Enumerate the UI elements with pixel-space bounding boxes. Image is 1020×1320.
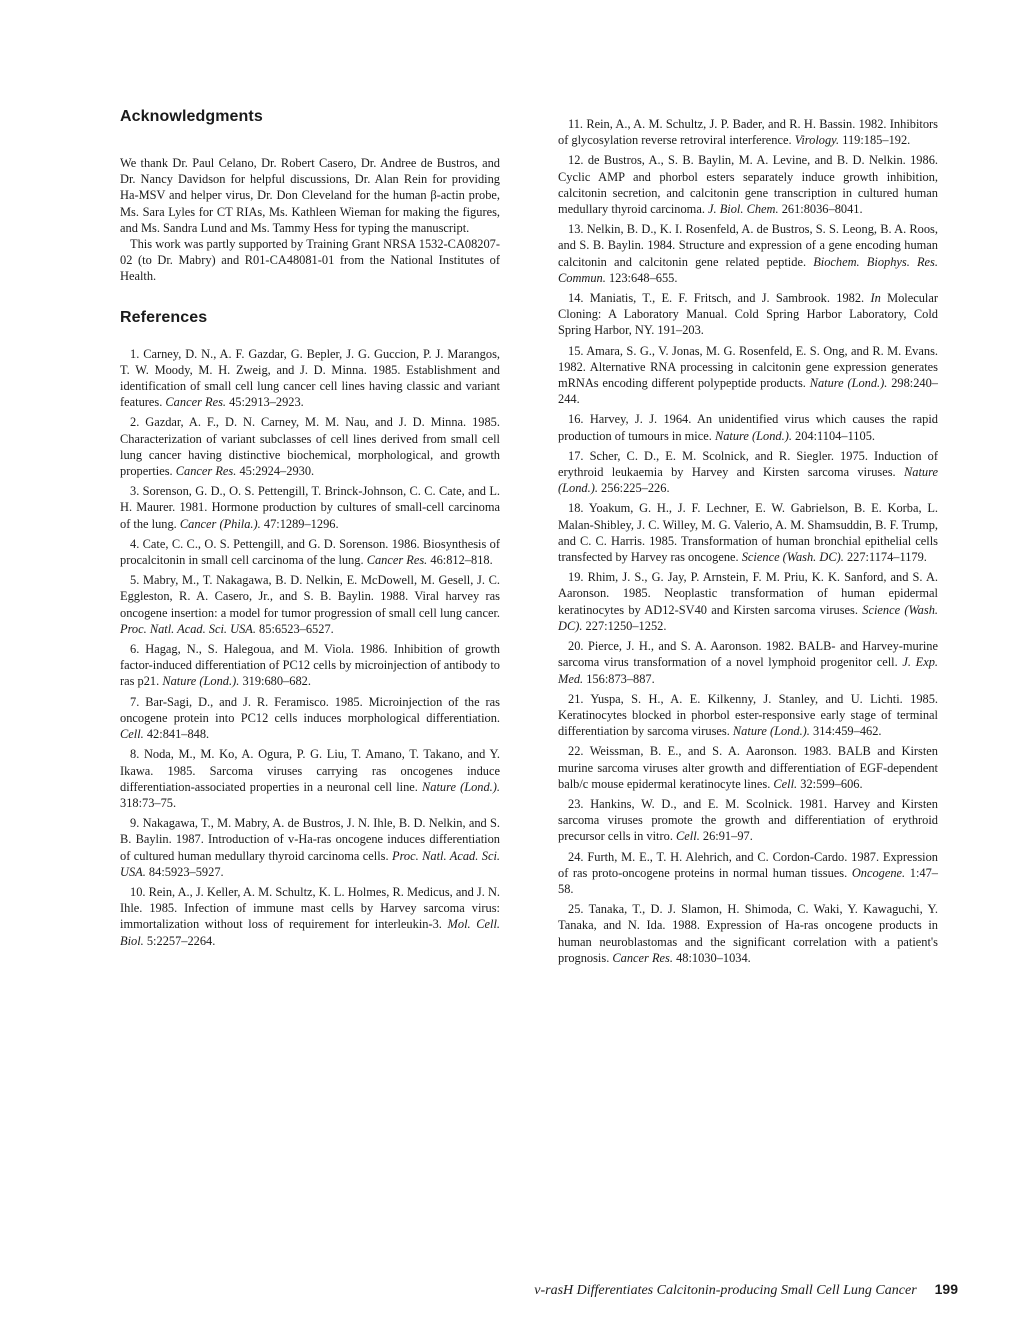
running-title: v-rasH Differentiates Calcitonin-producing Small Cell Lung Cancer	[534, 1283, 917, 1298]
reference-citation: 48:1030–1034.	[676, 950, 751, 965]
reference-item	[558, 152, 938, 217]
reference-journal: Proc. Natl. Acad. Sci. USA.	[120, 621, 256, 636]
acknowledgments-heading: Acknowledgments	[120, 108, 263, 125]
page-number: 199	[934, 1281, 958, 1297]
reference-citation: 1:47–58.	[558, 865, 938, 896]
reference-number: 12.	[568, 153, 584, 168]
reference-citation: 85:6523–6527.	[259, 621, 334, 636]
reference-number: 4.	[130, 536, 140, 551]
reference-citation: 47:1289–1296.	[263, 516, 339, 531]
reference-number: 6.	[130, 642, 140, 657]
reference-journal: Nature (Lond.).	[162, 674, 240, 689]
reference-journal: Biochem. Biophys. Res. Commun.	[558, 254, 938, 285]
reference-number: 1.	[130, 346, 140, 361]
reference-citation: 227:1250–1252.	[585, 618, 667, 633]
reference-text: Yuspa, S. H., A. E. Kilkenny, J. Stanley, and U. Lichti. 1985. Keratinocytes blocked in phorbol ester-responsive early stage of terminal differentiation by sarcoma viruses.	[558, 691, 939, 739]
reference-text: Bar-Sagi, D., and J. R. Feramisco. 1985. Microinjection of the ras oncogene protein into PC12 cells induces morphological differentiation.	[120, 694, 500, 725]
reference-item	[120, 746, 500, 811]
reference-item	[558, 691, 938, 740]
reference-item	[558, 411, 938, 443]
reference-item	[120, 483, 500, 532]
reference-text: Nelkin, B. D., K. I. Rosenfeld, A. de Bustros, S. S. Leong, B. A. Roos, and S. B. Baylin. 1984. Structure and expression of a gene encoding human calcitonin and calcitonin gene related peptide.	[558, 222, 938, 269]
reference-citation: Molecular Cloning: A Laboratory Manual. Cold Spring Harbor Laboratory, Cold Spring Harbor, NY. 191–203.	[558, 291, 938, 338]
reference-item	[120, 694, 500, 743]
reference-text: Harvey, J. J. 1964. An unidentified virus which causes the rapid production of tumours in mice.	[558, 412, 938, 443]
reference-journal: Proc. Natl. Acad. Sci. USA.	[120, 848, 500, 879]
reference-journal: Nature (Lond.).	[714, 428, 792, 443]
reference-citation: 156:873–887.	[586, 671, 655, 686]
reference-citation: 256:225–226.	[601, 481, 670, 496]
reference-text: Sorenson, G. D., O. S. Pettengill, T. Brinck-Johnson, C. C. Cate, and L. H. Maurer. 1981. Hormone production by cultures of small-cell carcinoma of the lung.	[120, 484, 500, 531]
reference-journal: Cell.	[773, 776, 798, 791]
reference-number: 10.	[130, 884, 146, 899]
reference-item	[558, 448, 938, 497]
reference-citation: 32:599–606.	[800, 776, 863, 791]
reference-text: Carney, D. N., A. F. Gazdar, G. Bepler, J. G. Guccion, P. J. Marangos, T. W. Moody, M. H. Zweig, and J. D. Minna. 1985. Establishment and identification of small cell lung cancer cell lines having classic and variant features.	[120, 346, 500, 410]
reference-number: 2.	[130, 415, 140, 430]
reference-item	[558, 638, 938, 687]
reference-number: 17.	[568, 448, 584, 463]
reference-list-right	[558, 116, 938, 966]
reference-journal: Nature (Lond.).	[422, 779, 501, 794]
reference-text: Mabry, M., T. Nakagawa, B. D. Nelkin, E. McDowell, M. Gesell, J. C. Eggleston, R. A. Casero, Jr., and S. B. Baylin. 1988. Viral harvey ras oncogene insertion: a model for tumor progression of small cell lung cancer.	[120, 573, 500, 620]
reference-text: Pierce, J. H., and S. A. Aaronson. 1982. BALB- and Harvey-murine sarcoma virus transformation of a novel lymphoid progenitor cell.	[558, 639, 938, 670]
reference-journal: In	[870, 291, 881, 306]
reference-text: Noda, M., M. Ko, A. Ogura, P. G. Liu, T. Amano, T. Takano, and Y. Ikawa. 1985. Sarcoma viruses carrying ras oncogenes induce differentiation-associated properties in a neuronal cell line.	[120, 747, 500, 794]
reference-journal: Nature (Lond.).	[558, 465, 938, 496]
reference-list-left	[120, 346, 500, 949]
reference-number: 19.	[568, 570, 584, 585]
reference-citation: 261:8036–8041.	[781, 202, 863, 217]
reference-number: 15.	[568, 343, 584, 358]
reference-text: Tanaka, T., D. J. Slamon, H. Shimoda, C. Waki, Y. Kawaguchi, Y. Tanaka, and N. Ida. 1988. Expression of Ha-ras oncogene products in human neuroblastomas and the significant correlation with a patient's prognosis.	[558, 902, 938, 965]
reference-number: 16.	[568, 412, 584, 427]
reference-item	[558, 221, 938, 286]
reference-item	[120, 536, 500, 568]
reference-citation: 5:2257–2264.	[146, 933, 216, 948]
reference-text: Gazdar, A. F., D. N. Carney, M. M. Nau, and J. D. Minna. 1985. Characterization of variant subclasses of cell lines derived from small cell lung cancer having distinctive biochemical, morphological, and growth properties.	[120, 415, 500, 479]
funding-paragraph: This work was partly supported by Training Grant NRSA 1532-CA08207-02 (to Dr. Mabry) and R01-CA48081-01 from the National Institutes of Health.	[120, 237, 500, 284]
reference-number: 23.	[568, 796, 584, 811]
reference-journal: J. Exp. Med.	[558, 655, 939, 686]
reference-text: Hankins, W. D., and E. M. Scolnick. 1981. Harvey and Kirsten sarcoma viruses promote the growth and differentiation of erythroid precursor cells in vitro.	[558, 796, 938, 844]
reference-text: Nakagawa, T., M. Mabry, A. de Bustros, J. N. Ihle, B. D. Nelkin, and S. B. Baylin. 1987. Introduction of v-Ha-ras oncogene induces differentiation of cultured human medullary thyroid carcinoma cells.	[120, 816, 500, 863]
reference-number: 20.	[568, 639, 584, 654]
reference-item	[558, 116, 938, 148]
reference-citation: 84:5923–5927.	[148, 864, 224, 879]
reference-citation: 318:73–75.	[120, 795, 177, 810]
reference-number: 18.	[568, 501, 584, 516]
reference-text: Maniatis, T., E. F. Fritsch, and J. Sambrook. 1982.	[589, 291, 865, 306]
reference-item	[120, 414, 500, 479]
reference-citation: 45:2924–2930.	[239, 464, 315, 479]
reference-item	[120, 346, 500, 411]
reference-journal: Science (Wash. DC).	[741, 550, 844, 565]
reference-number: 24.	[568, 849, 584, 864]
reference-text: Weissman, B. E., and S. A. Aaronson. 1983. BALB and Kirsten murine sarcoma viruses alter growth and differentiation of EGF-dependent balb/c mouse epidermal keratinocyte lines.	[558, 744, 938, 791]
reference-journal: Oncogene.	[851, 865, 906, 880]
reference-citation: 227:1174–1179.	[846, 550, 927, 565]
reference-journal: Cancer Res.	[175, 464, 237, 479]
reference-number: 13.	[568, 222, 584, 237]
reference-journal: Mol. Cell. Biol.	[120, 917, 500, 948]
reference-text: Rein, A., A. M. Schultz, J. P. Bader, and R. H. Bassin. 1982. Inhibitors of glycosylation reverse retroviral interference.	[558, 117, 938, 148]
reference-text: Scher, C. D., E. M. Scolnick, and R. Siegler. 1975. Induction of erythroid leukaemia by Harvey and Kirsten sarcoma viruses.	[558, 448, 938, 480]
acknowledgments-paragraph: We thank Dr. Paul Celano, Dr. Robert Casero, Dr. Andree de Bustros, and Dr. Nancy Davidson for helpful discussions, Dr. Alan Rein for providing Ha-MSV and helper virus, Dr. Don Cleveland for the human β-actin probe, Ms. Sara Lyles for CT RIAs, Ms. Kathleen Wieman for making the figures, and Ms. Sandra Lund and Ms. Tammy Hess for typing the manuscript.	[120, 156, 500, 235]
running-footer	[534, 1281, 958, 1299]
reference-item	[558, 343, 938, 408]
reference-citation: 46:812–818.	[430, 553, 493, 568]
reference-item	[120, 884, 500, 949]
reference-journal: Cancer Res.	[165, 395, 226, 410]
reference-number: 21.	[568, 691, 584, 706]
reference-number: 7.	[130, 694, 140, 709]
right-column	[558, 116, 938, 970]
reference-citation: 314:459–462.	[813, 724, 882, 739]
reference-citation: 119:185–192.	[842, 133, 911, 148]
reference-citation: 319:680–682.	[242, 674, 311, 689]
reference-journal: Cancer Res.	[366, 553, 428, 568]
reference-item	[558, 290, 938, 339]
reference-item	[558, 901, 938, 966]
reference-text: Amara, S. G., V. Jonas, M. G. Rosenfeld, E. S. Ong, and R. M. Evans. 1982. Alternative RNA processing in calcitonin gene expression generates mRNAs encoding different polypeptide products.	[558, 343, 938, 391]
reference-journal: Science (Wash. DC).	[558, 602, 938, 633]
reference-item	[558, 743, 938, 792]
reference-journal: Cell.	[676, 829, 700, 844]
reference-number: 3.	[130, 484, 140, 499]
reference-citation: 45:2913–2923.	[229, 395, 304, 410]
reference-journal: Nature (Lond.).	[732, 724, 810, 739]
reference-journal: Cell.	[120, 727, 144, 742]
reference-journal: J. Biol. Chem.	[708, 202, 779, 217]
reference-item	[120, 572, 500, 637]
reference-text: Hagag, N., S. Halegoua, and M. Viola. 1986. Inhibition of growth factor-induced differentiation of PC12 cells by microinjection of antibody to ras p21.	[120, 642, 500, 689]
reference-journal: Cancer Res.	[612, 950, 673, 965]
reference-item	[558, 849, 938, 898]
reference-item	[120, 641, 500, 690]
reference-journal: Nature (Lond.).	[809, 376, 888, 391]
reference-citation: 204:1104–1105.	[795, 428, 875, 443]
reference-number: 11.	[568, 117, 584, 131]
reference-item	[120, 815, 500, 880]
references-heading: References	[120, 308, 208, 326]
reference-item	[558, 569, 938, 634]
reference-number: 5.	[130, 573, 140, 588]
reference-journal: Virology.	[794, 133, 840, 148]
reference-item	[558, 796, 938, 845]
reference-text: Rhim, J. S., G. Jay, P. Arnstein, F. M. Priu, K. K. Sanford, and S. A. Aaronson. 1985. Neoplastic transformation of human epidermal keratinocytes by AD12-SV40 and Kirsten sarcoma viruses.	[558, 570, 939, 617]
reference-text: Rein, A., J. Keller, A. M. Schultz, K. L. Holmes, R. Medicus, and J. N. Ihle. 1985. Infection of immune mast cells by Harvey sarcoma virus: immortalization without loss of requirement for interleukin-3.	[120, 884, 500, 932]
reference-number: 14.	[568, 291, 584, 306]
reference-journal: Cancer (Phila.).	[179, 516, 261, 531]
reference-item	[558, 500, 938, 565]
left-column	[120, 108, 500, 953]
reference-text: Furth, M. E., T. H. Alehrich, and C. Cordon-Cardo. 1987. Expression of ras proto-oncogene proteins in normal human tissues.	[558, 849, 938, 880]
reference-text: Cate, C. C., O. S. Pettengill, and G. D. Sorenson. 1986. Biosynthesis of procalcitonin in small cell carcinoma of the lung.	[120, 536, 500, 568]
reference-text: de Bustros, A., S. B. Baylin, M. A. Levine, and B. D. Nelkin. 1986. Cyclic AMP and phorbol esters separately induce growth inhibition, calcitonin secretion, and calcitonin gene transcription in cultured human medullary thyroid carcinoma.	[558, 153, 938, 217]
reference-number: 22.	[568, 744, 584, 759]
reference-citation: 123:648–655.	[608, 270, 678, 285]
reference-text: Yoakum, G. H., J. F. Lechner, E. W. Gabrielson, B. E. Korba, L. Malan-Shibley, J. C. Willey, M. G. Valerio, A. M. Shamsuddin, B. F. Trump, and C. C. Harris. 1985. Transformation of human bronchial epithelial cells transfected by Harvey ras oncogene.	[558, 501, 938, 565]
reference-citation: 42:841–848.	[146, 727, 210, 742]
reference-number: 25.	[568, 902, 584, 917]
reference-citation: 298:240–244.	[558, 376, 938, 407]
reference-number: 9.	[130, 816, 140, 831]
reference-number: 8.	[130, 747, 140, 762]
reference-citation: 26:91–97.	[702, 829, 753, 844]
